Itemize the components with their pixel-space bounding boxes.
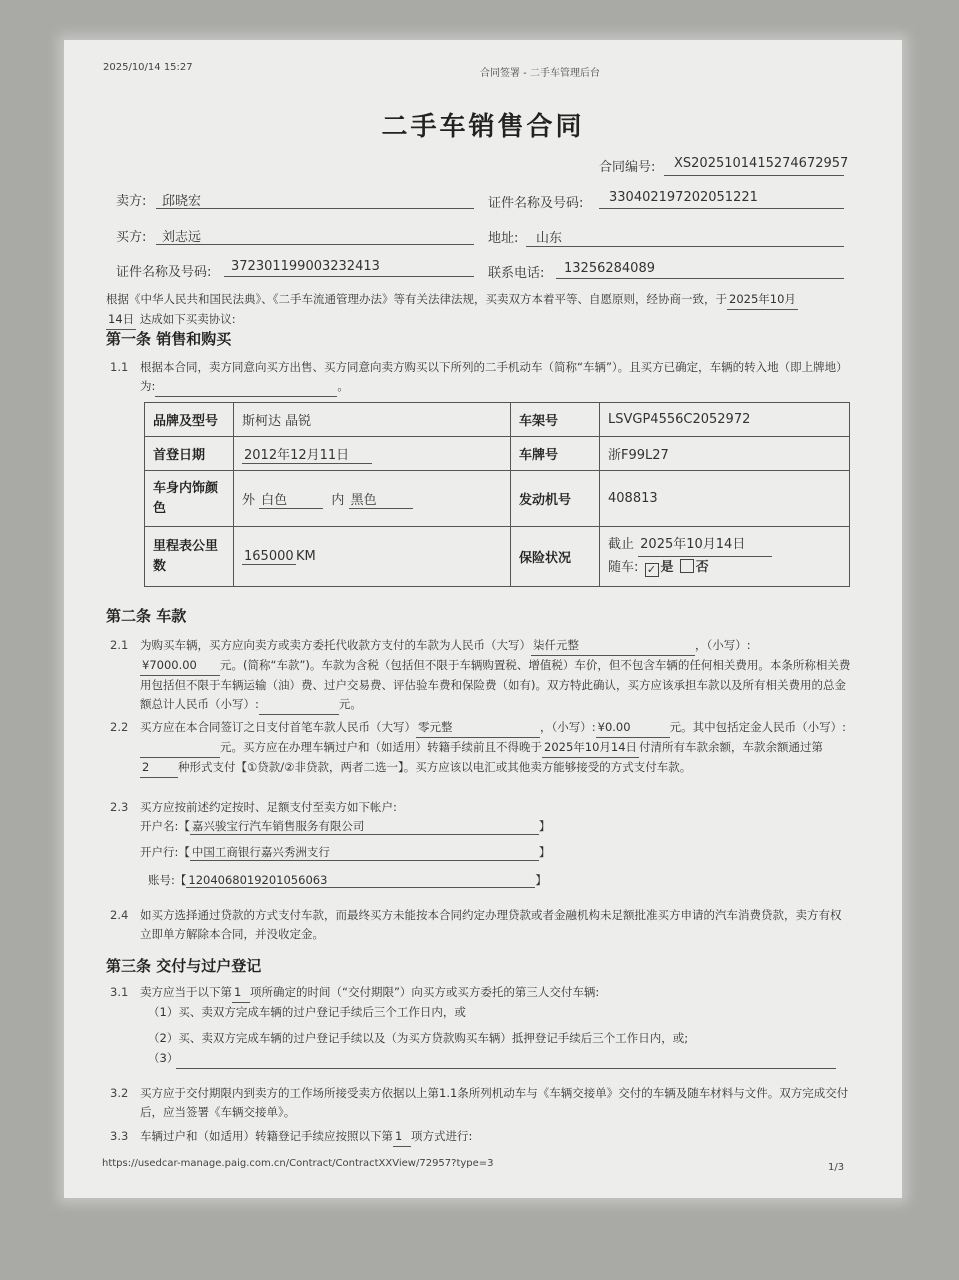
clause-2-2-number: 2.2 [110, 720, 129, 734]
clause-2-2-text: 买方应在本合同签订之日支付首笔车款人民币（大写） 零元整 ，（小写）: ¥0.00 元。其中包括定金人民币（小写）: 元。买方应在办理车辆过户和（如适用）转籍手续前且不得晚于 2025年10月14日 付清所有车款余额，车款余额通过第2 种形式支付【①贷款/②非贷款，两者二选一】。买方应该以电汇或其他卖方能够接受的方式支付车款。 [140, 718, 852, 778]
account-number-row: 账号:【 1204068019201056063 】 [148, 873, 547, 887]
clause-3-2-number: 3.2 [110, 1086, 129, 1100]
color-label: 车身内饰颜色 [145, 471, 234, 527]
buyer-address-label: 地址: [488, 231, 519, 246]
plate-value: 浙F99L27 [600, 437, 850, 471]
article-3-heading: 第三条 交付与过户登记 [106, 957, 262, 975]
article-1-heading: 第一条 销售和购买 [106, 330, 232, 348]
insurance-date: 2025年10月14日 [638, 534, 772, 557]
clause-2-4-text: 如买方选择通过贷款的方式支付车款，而最终买方未能按本合同约定办理贷款或者金融机构未足额批准买方申请的汽车消费贷款，卖方有权立即单方解除本合同，并没收定金。 [140, 908, 842, 941]
print-datetime: 2025/10/14 15:27 [103, 62, 193, 73]
account-name-row: 开户名:【 嘉兴骏宝行汽车销售服务有限公司 】 [140, 819, 551, 833]
first-registration-value: 2012年12月11日 [242, 444, 372, 464]
clause-3-3-text: 车辆过户和（如适用）转籍登记手续应按照以下第 1 项方式进行: [140, 1127, 472, 1147]
clause-3-1-option-2: （2）买、卖双方完成车辆的过户登记手续以及（为买方贷款购买车辆）抵押登记手续后三个工作日内，或; [148, 1031, 689, 1045]
first-registration-cell [234, 437, 511, 471]
buyer-name: 刘志远 [162, 230, 202, 245]
contract-no-label: 合同编号: [599, 160, 656, 175]
account-number-value: 1204068019201056063 [186, 873, 535, 888]
print-url: https://usedcar-manage.paig.com.cn/Contract/ContractXXView/72957?type=3 [102, 1158, 494, 1169]
color-cell: 外 白色 内 黑色 [234, 471, 511, 527]
print-page-title: 合同签署 - 二手车管理后台 [480, 68, 600, 79]
buyer-label: 买方: [116, 230, 147, 245]
page-number: 1/3 [828, 1162, 845, 1173]
clause-3-2-text: 买方应于交付期限内到卖方的工作场所接受卖方依据以上第1.1条所列机动车与《车辆交接单》交付的车辆及随车材料与文件。双方完成交付后，应当签署《车辆交接单》。 [140, 1086, 849, 1119]
plate-label: 车牌号 [511, 437, 600, 471]
insurance-cell: 截止 2025年10月14日 随车: ✓ 是 否 [600, 527, 850, 587]
odometer-cell: 165000 KM [234, 527, 511, 587]
exterior-color: 白色 [259, 489, 323, 509]
first-registration-label: 首登日期 [145, 437, 234, 471]
clause-2-1-text: 为购买车辆，买方应向卖方或卖方委托代收款方支付的车款为人民币（大写） 柒仟元整 ，（小写）: ¥7000.00 元。(简称“车款”)。车款为含税（包括但不限于车辆购置税、增值税）车价，但不包含车辆的任何相关费用。本条所称相关费用包括但不限于车辆运输（油）费、过户交易费、评估验车费和保险费（如有)。双方特此确认，买方应该承担车款以及所有相关费用的总金额总计人民币（小写）: 元。 [140, 636, 852, 715]
clause-1-1-number: 1.1 [110, 360, 129, 374]
document-title: 二手车销售合同 [381, 112, 585, 142]
article-2-heading: 第二条 车款 [106, 607, 187, 625]
clause-3-1-text: 卖方应当于以下第 1 项所确定的时间（“交付期限”）向买方或买方委托的第三人交付车辆: [140, 983, 852, 1003]
buyer-phone-label: 联系电话: [488, 266, 545, 281]
clause-2-4-number: 2.4 [110, 908, 129, 922]
engine-value: 408813 [600, 471, 850, 527]
seller-id-value: 330402197202051221 [609, 190, 758, 205]
clause-2-3-text: 买方应按前述约定按时、足额支付至卖方如下帐户: [140, 800, 397, 814]
buyer-id-value: 372301199003232413 [231, 259, 380, 274]
interior-color: 黑色 [349, 489, 413, 509]
brand-value: 斯柯达 晶锐 [234, 403, 511, 437]
vehicle-info-table [144, 402, 850, 587]
insurance-yes-checkbox[interactable]: ✓ [645, 563, 659, 577]
clause-2-3-number: 2.3 [110, 800, 129, 814]
insurance-no-checkbox[interactable] [680, 559, 694, 573]
clause-2-1-number: 2.1 [110, 638, 129, 652]
clause-3-1-option-1: （1）买、卖双方完成车辆的过户登记手续后三个工作日内，或 [148, 1005, 466, 1019]
buyer-phone-value: 13256284089 [564, 261, 655, 276]
brand-label: 品牌及型号 [145, 403, 234, 437]
bank-row: 开户行:【 中国工商银行嘉兴秀洲支行 】 [140, 845, 551, 859]
intro-paragraph: 根据《中华人民共和国民法典》、《二手车流通管理办法》等有关法律法规，买卖双方本着平等、自愿原则，经协商一致，于 2025年10月 14日 达成如下买卖协议: [106, 290, 856, 330]
insurance-label: 保险状况 [511, 527, 600, 587]
vin-label: 车架号 [511, 403, 600, 437]
seller-id-label: 证件名称及号码: [488, 196, 584, 211]
contract-page [64, 40, 902, 1198]
clause-3-1-number: 3.1 [110, 985, 129, 999]
clause-3-1-option-3: （3） [148, 1051, 179, 1065]
engine-label: 发动机号 [511, 471, 600, 527]
clause-3-3-number: 3.3 [110, 1129, 129, 1143]
seller-name: 邱晓宏 [162, 194, 202, 209]
buyer-address-value: 山东 [536, 231, 563, 246]
odometer-label: 里程表公里数 [145, 527, 234, 587]
contract-no-value: XS2025101415274672957 [674, 156, 849, 171]
account-name-value: 嘉兴骏宝行汽车销售服务有限公司 [190, 818, 539, 835]
clause-1-1-text: 根据本合同，卖方同意向买方出售、买方同意向卖方购买以下所列的二手机动车（简称“车辆”）。且买方已确定，车辆的转入地（即上牌地）为: 。 [140, 358, 852, 397]
seller-label: 卖方: [116, 194, 147, 209]
vin-value: LSVGP4556C2052972 [600, 403, 850, 437]
odometer-value: 165000 [242, 549, 296, 565]
bank-value: 中国工商银行嘉兴秀洲支行 [190, 844, 539, 861]
buyer-id-label: 证件名称及号码: [116, 265, 212, 280]
